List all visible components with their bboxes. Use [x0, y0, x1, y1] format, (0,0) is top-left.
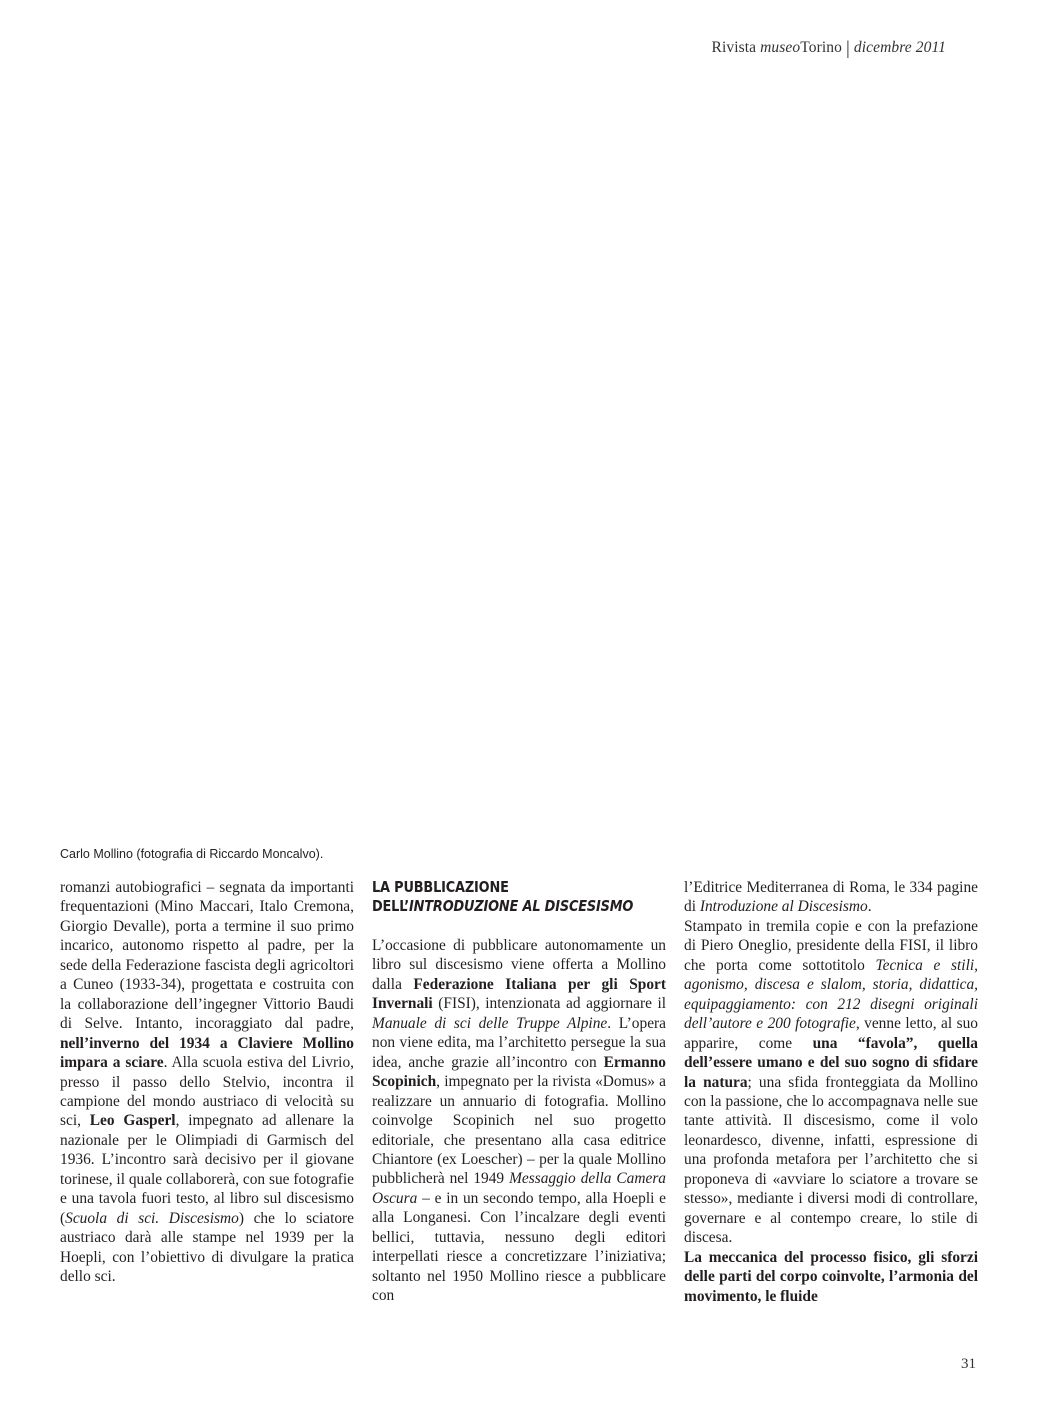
text-run: Stampato in tremila copie e con la prefazione di Piero Oneglio, presidente della FISI, il libro che porta come sottotitolo	[684, 917, 978, 974]
text-run: l’Editrice Mediterranea di Roma, le 334 pagine di	[684, 879, 978, 916]
running-head	[712, 38, 946, 60]
bold-run: Ermanno Scopinich	[372, 1053, 666, 1091]
bold-run: Leo Gasperl	[89, 1112, 176, 1130]
photo-area	[60, 70, 978, 830]
paragraph	[372, 936, 666, 1306]
running-head-date: dicembre 2011	[853, 39, 946, 56]
text-run: romanzi autobiografici – segnata da importanti frequentazioni (Mino Maccari, Italo Cremona, Giorgio Devalle), porta a termine il suo primo incarico, autonomo rispetto al padre, per la sede della Federazione fascista degli agricoltori a Cuneo (1933-34), progettata e costruita con la collaborazione dell’ingegner Vittorio Baudi di Selve. Intanto, incoraggiato dal padre,	[60, 879, 354, 1033]
heading-prefix: DELL’	[372, 897, 410, 915]
text-run: . L’opera non viene edita, ma l’architetto persegue la sua idea, anche grazie all’incontro con	[372, 1014, 666, 1071]
italic-run: Scuola di sci. Discesismo	[65, 1209, 239, 1227]
text-column-3	[684, 878, 978, 1306]
paragraph	[684, 878, 978, 917]
text-column-2	[372, 878, 666, 1306]
italic-run: Tecnica e stili, agonismo, discesa e slalom, storia, didattica, equipaggiamento: con 212 disegni originali dell’autore e 200 fotografie	[684, 956, 978, 1033]
running-head-prefix: Rivista	[711, 39, 761, 56]
bold-run: Federazione Italiana per gli Sport Invernali	[372, 975, 666, 1013]
italic-run: Manuale di sci delle Truppe Alpine	[372, 1014, 608, 1032]
heading-line-2	[372, 897, 664, 916]
running-head-name: Torino	[800, 39, 842, 56]
bold-run: La meccanica del processo fisico, gli sforzi delle parti del corpo coinvolte, l’armonia del movimento, le fluide	[684, 1248, 978, 1305]
text-run: (FISI), intenzionata ad aggiornare il	[432, 995, 666, 1013]
text-run: . Alla scuola estiva del Livrio, presso il passo dello Stelvio, incontra il campione del mondo austriaco di velocità su sci,	[60, 1054, 354, 1130]
text-run: .	[867, 898, 872, 916]
italic-run: Introduzione al Discesismo	[699, 898, 868, 916]
text-run: , impegnato per la rivista «Domus» a realizzare un annuario di fotografia. Mollino coinvolge Scopinich nel suo progetto editoriale, che presentano alla casa editrice Chiantore (ex Loescher) – per la quale Mollino pubblicherà nel 1949	[372, 1073, 666, 1188]
bold-run: una “favola”, quella dell’essere umano e del suo sogno di sfidare la natura	[684, 1034, 978, 1091]
heading-line-1: LA PUBBLICAZIONE	[372, 878, 509, 896]
paragraph	[60, 878, 354, 1287]
heading-italic: INTRODUZIONE AL DISCESISMO	[409, 897, 634, 915]
text-run: , venne letto, al suo apparire, come	[684, 1015, 978, 1052]
text-run: L’occasione di pubblicare autonomamente un libro sul discesismo viene offerta a Mollino dalla	[372, 937, 666, 993]
text-column-1	[60, 878, 354, 1287]
paragraph	[684, 1248, 978, 1306]
italic-run: Messaggio della Camera Oscura	[372, 1170, 666, 1207]
page-number: 31	[961, 1356, 976, 1372]
text-run: – e in un secondo tempo, alla Hoepli e alla Longanesi. Con l’incalzare degli eventi bellici, tuttavia, nessuno degli editori interpellati riesce a concretizzare l’iniziativa; soltanto nel 1950 Mollino riesce a pubblicare con	[372, 1189, 666, 1305]
paragraph	[684, 917, 978, 1248]
text-run: ) che lo sciatore austriaco darà alle stampe nel 1939 per la Hoepli, con l’obiettivo di divulgare la pratica dello sci.	[60, 1209, 354, 1286]
text-run: ; una sfida fronteggiata da Mollino con la passione, che lo accompagnava nelle sue tante attività. Il discesismo, come il volo leonardesco, divenne, infatti, espressione di una profonda metafora per l’architetto che si proponeva di «avviare lo sciatore a trovare se stesso», mediante i diversi modi di controllare, governare e al contempo creare, lo stile di discesa.	[684, 1073, 978, 1247]
bold-run: nell’inverno del 1934 a Claviere Mollino impara a sciare	[60, 1034, 354, 1072]
section-heading	[372, 878, 664, 916]
text-run: , impegnato ad allenare la nazionale per le Olimpiadi di Garmisch del 1936. L’incontro sarà decisivo per il giovane torinese, il quale collaborerà, con sue fotografie e una tavola fuori testo, al libro sul discesismo (	[60, 1112, 355, 1227]
photo-caption: Carlo Mollino (fotografia di Riccardo Moncalvo).	[60, 847, 324, 861]
running-head-separator: |	[845, 38, 850, 59]
running-head-italic: museo	[760, 39, 801, 56]
